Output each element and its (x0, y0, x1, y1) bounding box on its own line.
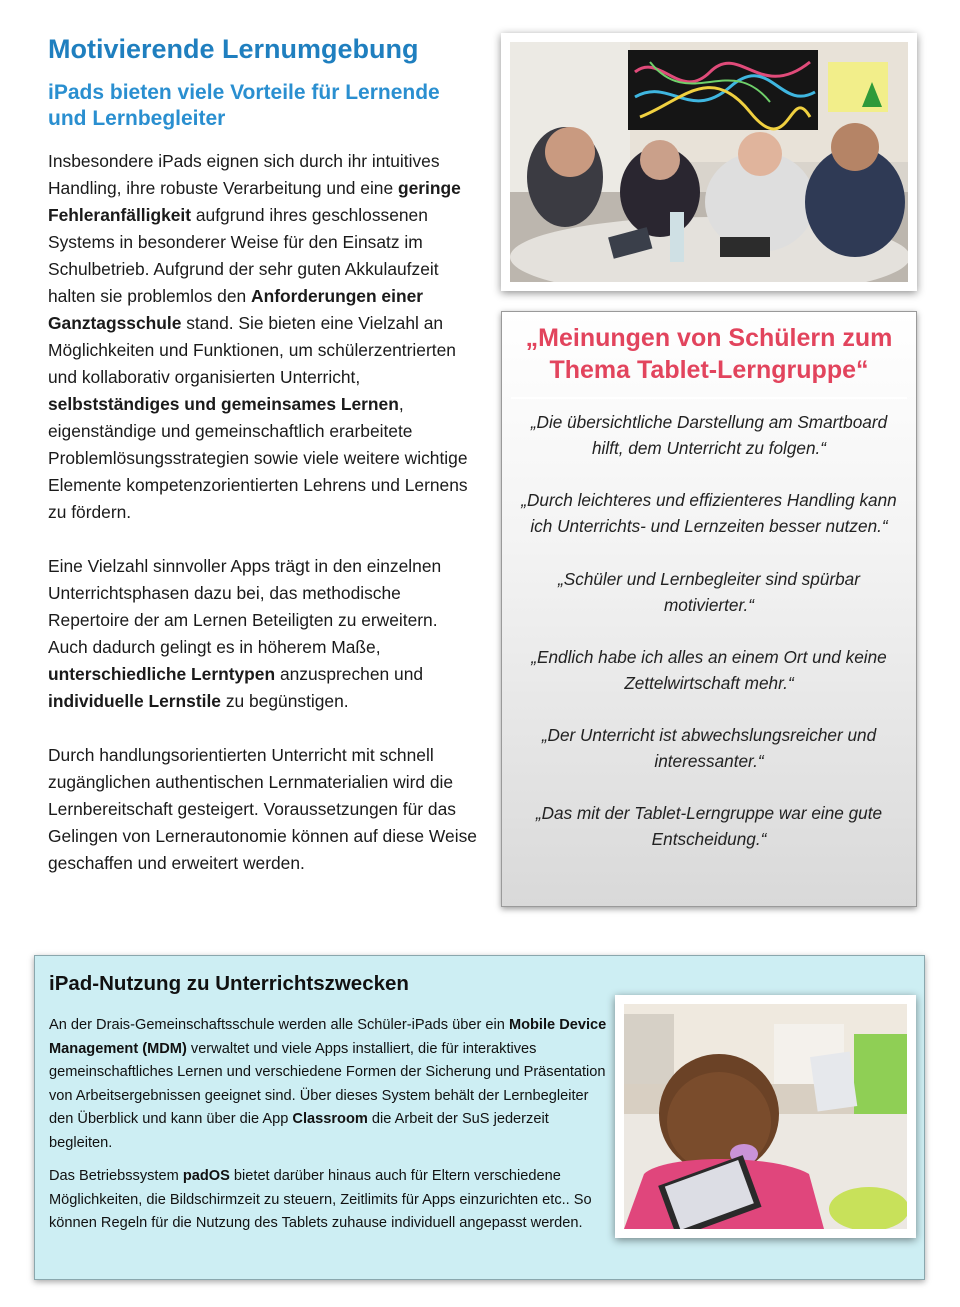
quote-item: „Endlich habe ich alles an einem Ort und keine Zettelwirtschaft mehr.“ (531, 647, 887, 693)
students-photo (501, 33, 917, 291)
quote-item: „Das mit der Tablet-Lerngruppe war eine gute Entscheidung.“ (535, 803, 883, 849)
emphasis-text: selbstständiges und gemeinsames Lernen (48, 394, 399, 414)
emphasis-text: padOS (182, 1168, 230, 1184)
body-paragraph-3: Durch handlungsorientierten Unterricht mit schnell zugänglichen authentischen Lernmaterialien wird die Lernbereitschaft gesteigert. Voraussetzungen für das Gelingen von Lernerautonomie können auf diese Weise geschaffen und erweitert werden. (48, 745, 477, 873)
ipad-paragraph-2: Das Betriebssystem padOS bietet darüber hinaus auch für Eltern verschiedene Möglichkeiten, die Bildschirmzeit zu steuern, Zeitlimits für Apps einzurichten etc.. So können Regeln für die Nutzung des Tablets zuhause individuell angepasst werden. (49, 1168, 592, 1231)
quote-item: „Die übersichtliche Darstellung am Smartboard hilft, dem Unterricht zu folgen.“ (530, 412, 888, 458)
students-photo-image (510, 42, 908, 282)
emphasis-text: Mobile Device Management (MDM) (49, 1017, 607, 1057)
divider (511, 397, 907, 399)
ipad-usage-text (49, 1014, 609, 1246)
pupil-photo (615, 995, 916, 1238)
emphasis-text: individuelle Lernstile (48, 691, 221, 711)
body-paragraph-2: Eine Vielzahl sinnvoller Apps trägt in den einzelnen Unterrichtsphasen dazu bei, das methodische Repertoire der am Lernen Beteiligten zu erweitern. Auch dadurch gelingt es in höherem Maße, unterschiedliche Lerntypen anzusprechen und individuelle Lernstile zu begünstigen. (48, 556, 442, 711)
quote-item: „Der Unterricht ist abwechslungsreicher und interessanter.“ (541, 725, 877, 771)
ipad-usage-title: iPad-Nutzung zu Unterrichtszwecken (49, 972, 409, 995)
ipad-paragraph-1: An der Drais-Gemeinschaftsschule werden alle Schüler-iPads über ein Mobile Device Management (MDM) verwaltet und viele Apps installiert, die für interaktives gemeinschaftliches Lernen und verschiedene Formen der Sicherung und Präsentation von Arbeitsergebnissen geeignet sind. Über dieses System behält der Lernbegleiter den Überblick und kann über die App Classroom die Arbeit der SuS jederzeit begleiten. (49, 1017, 607, 1151)
quote-item: „Durch leichteres und effizienteres Handling kann ich Unterrichts- und Lernzeiten besser nutzen.“ (521, 490, 897, 536)
emphasis-text: geringe Fehleranfälligkeit (48, 178, 461, 225)
emphasis-text: Anforderungen einer Ganztagsschule (48, 286, 424, 333)
body-paragraph-1: Insbesondere iPads eignen sich durch ihr intuitives Handling, ihre robuste Verarbeitung und eine geringe Fehleranfälligkeit aufgrund ihres geschlossenen Systems in besonderer Weise für den Einsatz im Schulbetrieb. Aufgrund der sehr guten Akkulaufzeit halten sie problemlos den Anforderungen einer Ganztagsschule stand. Sie bieten eine Vielzahl an Möglichkeiten und Funktionen, um schülerzentrierten und kollaborativ organisierten Unterricht, selbstständiges und gemeinsames Lernen, eigenständige und gemeinschaftlich erarbeitete Problemlösungsstrategien sowie viele weitere wichtige Elemente kompetenzorientierten Lehrens und Lernens zu fördern. (48, 151, 468, 522)
main-body-text (48, 148, 478, 904)
student-opinions-box (501, 311, 917, 907)
emphasis-text: unterschiedliche Lerntypen (48, 664, 276, 684)
emphasis-text: Classroom (292, 1111, 368, 1127)
page-subtitle: iPads bieten viele Vorteile für Lernende und Lernbegleiter (48, 81, 440, 130)
quote-item: „Schüler und Lernbegleiter sind spürbar motivierter.“ (558, 569, 860, 615)
page-title: Motivierende Lernumgebung (48, 34, 419, 64)
pupil-photo-image (624, 1004, 907, 1229)
opinions-title: „Meinungen von Schülern zum Thema Tablet-Lerngruppe“ (525, 324, 893, 384)
